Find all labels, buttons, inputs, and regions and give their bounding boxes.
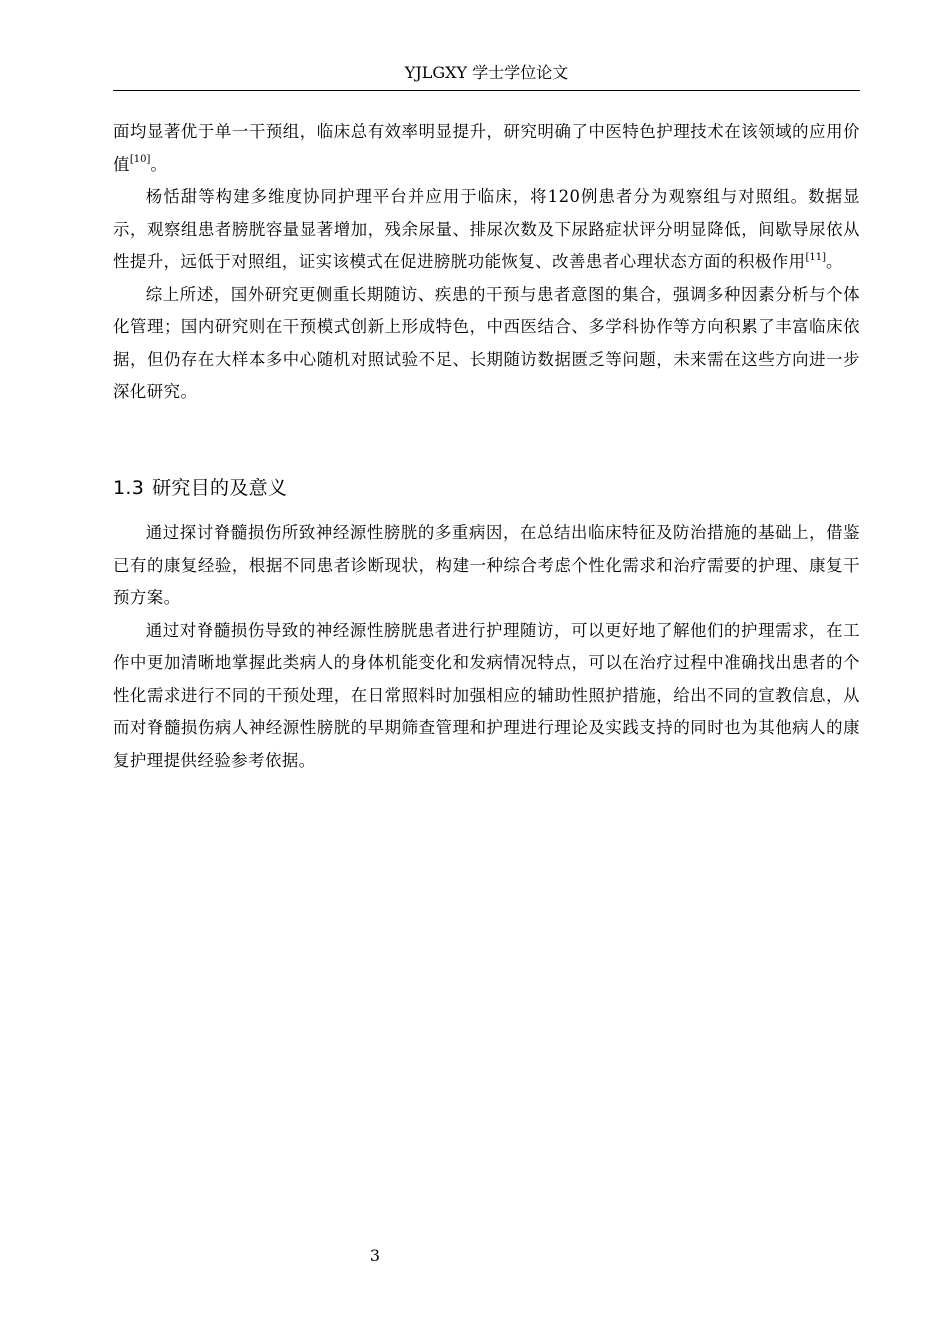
- body-text-section: [113, 517, 860, 777]
- paragraph-text: 通过探讨脊髓损伤所致神经源性膀胱的多重病因，在总结出临床特征及防治措施的基础上，借鉴已有的康复经验，根据不同患者诊断现状，构建一种综合考虑个性化需求和治疗需要的护理、康复干预方案。: [113, 523, 860, 607]
- paragraph: [113, 517, 860, 615]
- paragraph: [113, 615, 860, 778]
- paragraph-text: 通过对脊髓损伤导致的神经源性膀胱患者进行护理随访，可以更好地了解他们的护理需求，在工作中更加清晰地掌握此类病人的身体机能变化和发病情况特点，可以在治疗过程中准确找出患者的个性化需求进行不同的干预处理，在日常照料时加强相应的辅助性照护措施，给出不同的宣教信息，从而对脊髓损伤病人神经源性膀胱的早期筛查管理和护理进行理论及实践支持的同时也为其他病人的康复护理提供经验参考依据。: [113, 620, 860, 770]
- running-header: YJLGXY 学士学位论文: [404, 63, 569, 82]
- paragraph: [113, 279, 860, 409]
- section-number: 1.3: [113, 477, 145, 499]
- paragraph-continuation: [113, 116, 860, 181]
- paragraph-text: 综上所述，国外研究更侧重长期随访、疾患的干预与患者意图的集合，强调多种因素分析与个体化管理；国内研究则在干预模式创新上形成特色，中西医结合、多学科协作等方向积累了丰富临床依据，但仍存在大样本多中心随机对照试验不足、长期随访数据匮乏等问题，未来需在这些方向进一步深化研究。: [113, 284, 860, 401]
- citation: [11]: [805, 251, 827, 263]
- page-number: 3: [369, 1246, 381, 1265]
- body-text-top: [113, 116, 860, 409]
- paragraph: [113, 181, 860, 279]
- section-heading: [113, 474, 287, 502]
- header-rule: [113, 90, 860, 91]
- paragraph-tail: 。: [826, 252, 843, 271]
- paragraph-tail: 。: [150, 154, 168, 174]
- section-title: 研究目的及意义: [152, 477, 288, 499]
- paragraph-text: 杨恬甜等构建多维度协同护理平台并应用于临床，将120例患者分为观察组与对照组。数据显示，观察组患者膀胱容量显著增加，残余尿量、排尿次数及下尿路症状评分明显降低，间歇导尿依从性提升，远低于对照组，证实该模式在促进膀胱功能恢复、改善患者心理状态方面的积极作用: [113, 187, 860, 271]
- paragraph-text: 面均显著优于单一干预组，临床总有效率明显提升，研究明确了中医特色护理技术在该领域的应用价值: [113, 122, 860, 174]
- citation: [10]: [129, 154, 151, 166]
